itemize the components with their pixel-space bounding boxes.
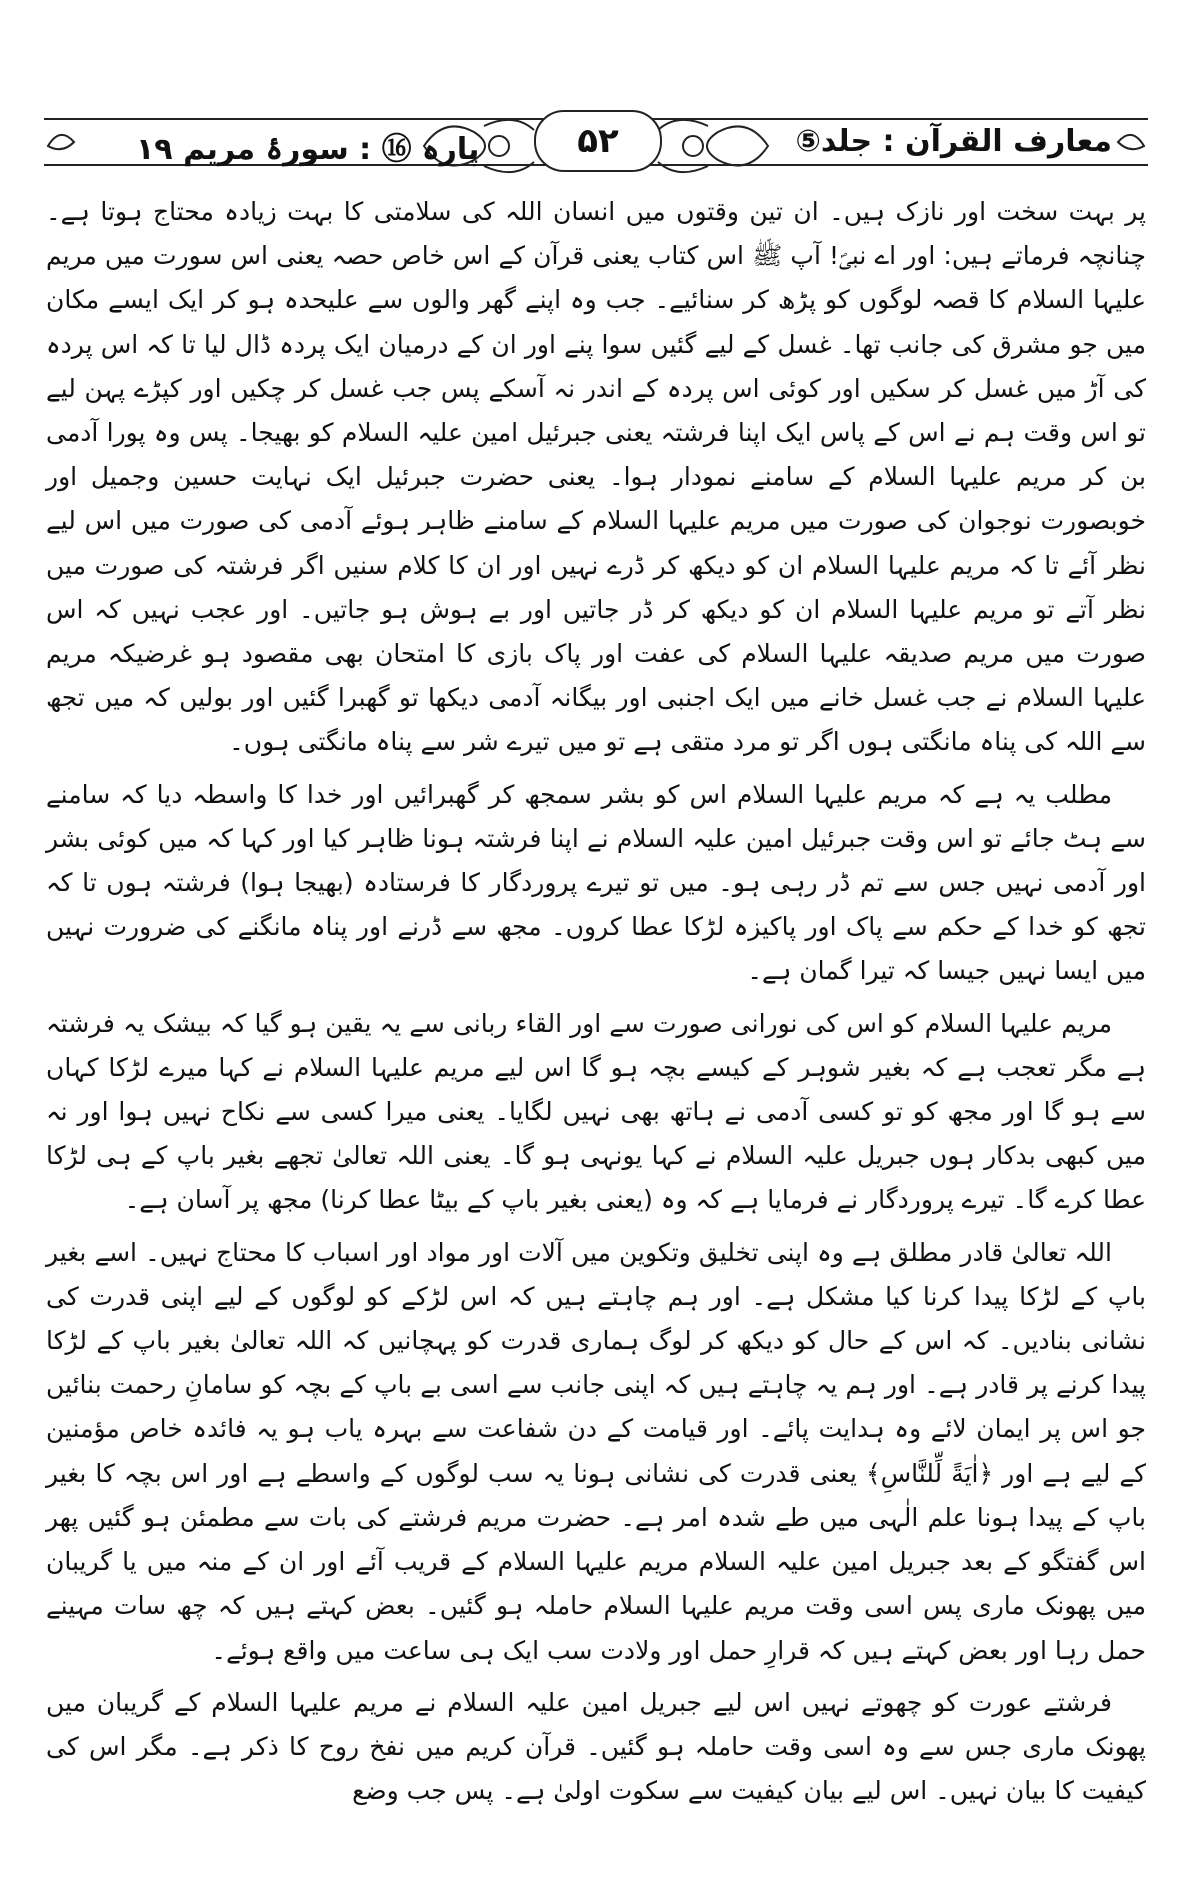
- paragraph-4: اللہ تعالیٰ قادر مطلق ہے وہ اپنی تخلیق وتکوین میں آلات اور مواد اور اسباب کا محتاج نہیں۔ اسے بغیر باپ کے لڑکا پیدا کرنا کیا مشکل ہے۔ اور ہم چاہتے ہیں کہ اس لڑکے کو لوگوں کے لیے اپنی قدرت کی نشانی بنادیں۔ کہ اس کے حال کو دیکھ کر لوگ ہماری قدرت کو پہچانیں کہ اللہ تعالیٰ بغیر باپ کے لڑکا پیدا کرنے پر قادر ہے۔ اور ہم یہ چاہتے ہیں کہ اپنی جانب سے اسی بے باپ کے بچہ کو سامانِ رحمت بنائیں جو اس پر ایمان لائے وہ ہدایت پائے۔ اور قیامت کے دن شفاعت سے بہرہ یاب ہو یہ فائدہ خاص مؤمنین کے لیے ہے اور ﴿اٰیَةً لِّلنَّاسِ﴾ یعنی قدرت کی نشانی ہونا یہ سب لوگوں کے واسطے ہے اور اس بچہ کا بغیر باپ کے پیدا ہونا علم الٰہی میں طے شدہ امر ہے۔ حضرت مریم فرشتے کی بات سے مطمئن ہو گئیں پھر اس گفتگو کے بعد جبریل امین علیہ السلام مریم علیہا السلام کے قریب آئے اور ان کے منہ میں یا گریبان میں پھونک ماری پس اسی وقت مریم علیہا السلام حاملہ ہو گئیں۔ بعض کہتے ہیں کہ چھ سات مہینے حمل رہا اور بعض کہتے ہیں کہ قرارِ حمل اور ولادت سب ایک ہی ساعت میں واقع ہوئے۔: [46, 1237, 1146, 1665]
- surah-info: پارہ ⑯ : سورۂ مریم ۱۹: [136, 132, 480, 167]
- paragraph-3: مریم علیہا السلام کو اس کی نورانی صورت سے اور القاء ربانی سے یہ یقین ہو گیا کہ بیشک یہ فرشتہ ہے مگر تعجب ہے کہ بغیر شوہر کے کیسے بچہ ہو گا اس لیے مریم علیہا السلام نے کہا میرے لڑکا کہاں سے ہو گا اور مجھ کو تو کسی آدمی نے ہاتھ بھی نہیں لگایا۔ یعنی میرا کسی سے نکاح نہیں ہوا اور نہ میں کبھی بدکار ہوں جبریل علیہ السلام نے کہا یونہی ہو گا۔ یعنی اللہ تعالیٰ تجھے بغیر باپ کے ہی لڑکا عطا کرے گا۔ تیرے پروردگار نے فرمایا ہے کہ وہ (یعنی بغیر باپ کے بیٹا عطا کرنا) مجھ پر آسان ہے۔: [46, 1008, 1146, 1215]
- page-number: ۵۲: [534, 110, 662, 172]
- page-header: [44, 96, 1148, 182]
- book-title: معارف القرآن : جلد⑤: [795, 124, 1112, 159]
- paragraph-2: مطلب یہ ہے کہ مریم علیہا السلام اس کو بشر سمجھ کر گھبرائیں اور خدا کا واسطہ دیا کہ سامنے سے ہٹ جائے تو اس وقت جبرئیل امین علیہ السلام نے اپنا فرشتہ ہونا ظاہر کیا اور کہا کہ میں کوئی بشر اور آدمی نہیں جس سے تم ڈر رہی ہو۔ میں تو تیرے پروردگار کا فرستادہ (بھیجا ہوا) فرشتہ ہوں تا کہ تجھ کو خدا کے حکم سے پاک اور پاکیزہ لڑکا عطا کروں۔ مجھ سے ڈرنے اور پناہ مانگنے کی ضرورت نہیں میں ایسا نہیں جیسا کہ تیرا گمان ہے۔: [46, 779, 1146, 986]
- paragraph-1: پر بہت سخت اور نازک ہیں۔ ان تین وقتوں میں انسان اللہ کی سلامتی کا بہت زیادہ محتاج ہوتا ہے۔ چنانچہ فرماتے ہیں: اور اے نبیؐ! آپ ﷺ اس کتاب یعنی قرآن کے اس خاص حصہ یعنی اس سورت میں مریم علیہا السلام کا قصہ لوگوں کو پڑھ کر سنائیے۔ جب وہ اپنے گھر والوں سے علیحدہ ہو کر ایک ایسے مکان میں جو مشرق کی جانب تھا۔ غسل کے لیے گئیں سوا پنے اور ان کے درمیان ایک پردہ ڈال لیا تا کہ اس پردہ کی آڑ میں غسل کر سکیں اور کوئی اس پردہ کے اندر نہ آسکے پس جب غسل کر چکیں اور کپڑے پہن لیے تو اس وقت ہم نے اس کے پاس ایک اپنا فرشتہ یعنی جبرئیل امین علیہ السلام کو بھیجا۔ پس وہ پورا آدمی بن کر مریم علیہا السلام کے سامنے نمودار ہوا۔ یعنی حضرت جبرئیل ایک نہایت حسین وجمیل اور خوبصورت نوجوان کی صورت میں مریم علیہا السلام کے سامنے ظاہر ہوئے آدمی کی صورت میں اس لیے نظر آئے تا کہ مریم علیہا السلام ان کو دیکھ کر ڈرے نہیں اور ان کا کلام سنیں اگر فرشتہ کی صورت میں نظر آتے تو مریم علیہا السلام ان کو دیکھ کر ڈر جاتیں اور بے ہوش ہو جاتیں۔ اور عجب نہیں کہ اس صورت میں مریم صدیقہ علیہا السلام کی عفت اور پاک بازی کا امتحان بھی مقصود ہو غرضیکہ مریم علیہا السلام نے جب غسل خانے میں ایک اجنبی اور بیگانہ آدمی دیکھا تو گھبرا گئیں اور بولیں کہ میں تجھ سے اللہ کی پناہ مانگتی ہوں اگر تو مرد متقی ہے تو میں تیرے شر سے پناہ مانگتی ہوں۔: [46, 197, 1146, 757]
- paragraph-5: فرشتے عورت کو چھوتے نہیں اس لیے جبریل امین علیہ السلام نے مریم علیہا السلام کے گریبان میں پھونک ماری جس سے وہ اسی وقت حاملہ ہو گئیں۔ قرآن کریم میں نفخ روح کا ذکر ہے۔ مگر اس کی کیفیت کا بیان نہیں۔ اس لیے بیان کیفیت سے سکوت اولیٰ ہے۔ پس جب وضع: [46, 1687, 1146, 1806]
- page-body: [46, 190, 1146, 1821]
